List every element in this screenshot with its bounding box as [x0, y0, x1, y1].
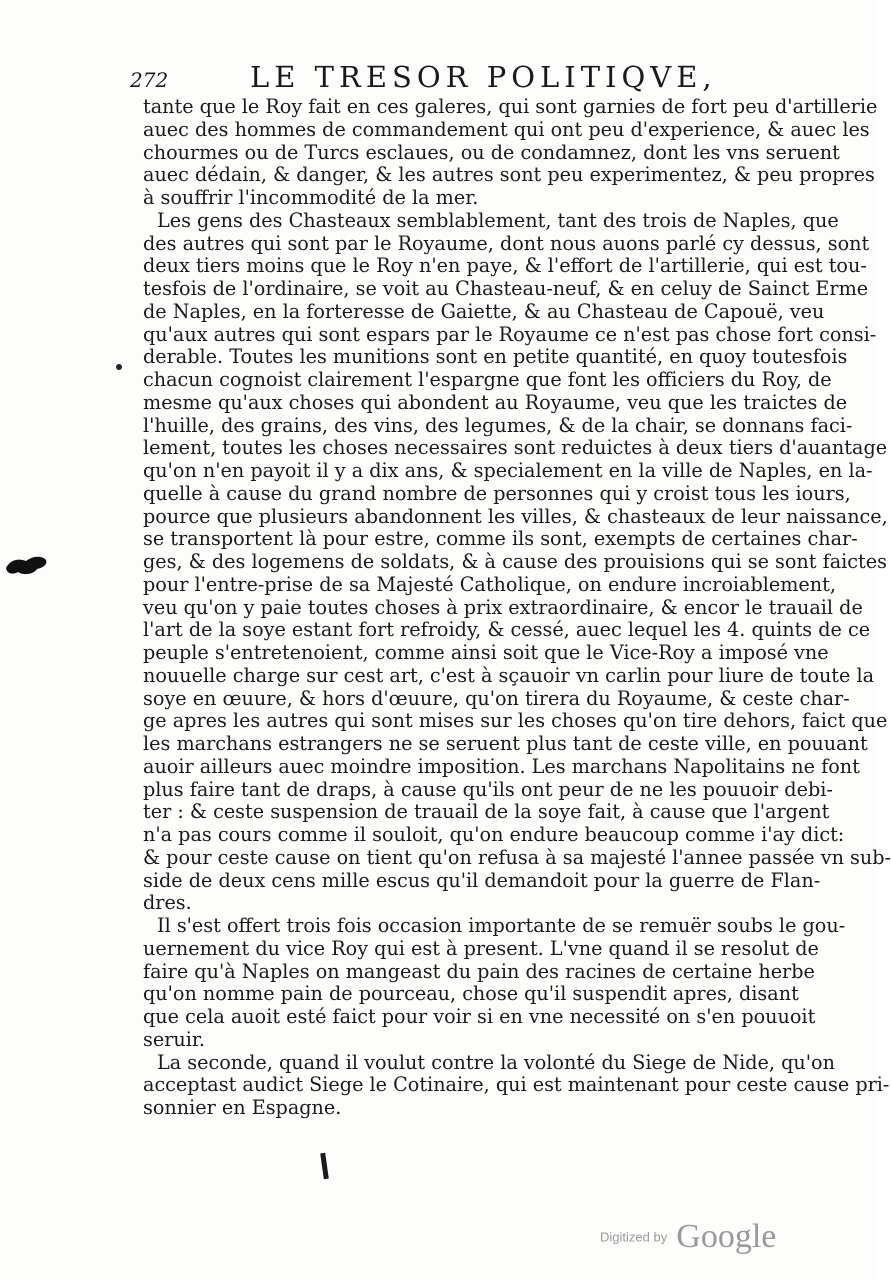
text-line: l'huille, des grains, des vins, des legumes, & de la chair, se donnans faci-	[143, 413, 853, 437]
text-line: auoir ailleurs auec moindre imposition. Les marchans Napolitains ne font	[143, 754, 860, 778]
text-line: auec des hommes de commandement qui ont peu d'experience, & auec les	[143, 117, 870, 141]
text-line: La seconde, quand il voulut contre la volonté du Siege de Nide, qu'on	[157, 1050, 835, 1074]
text-line: se transportent là pour estre, comme ils sont, exempts de certaines char-	[143, 527, 858, 551]
running-title: LE TRESOR POLITIQVE,	[250, 60, 717, 94]
digitized-watermark	[600, 1218, 800, 1258]
text-line: acceptast audict Siege le Cotinaire, qui est maintenant pour ceste cause pri-	[143, 1073, 890, 1097]
text-line: ges, & des logemens de soldats, & à cause des prouisions qui se sont faictes	[143, 550, 887, 573]
watermark-brand: Google	[676, 1218, 777, 1255]
ink-blot	[4, 552, 48, 578]
text-line: qu'aux autres qui sont espars par le Royaume ce n'est pas chose fort consi-	[143, 322, 877, 346]
text-line: dres.	[143, 891, 192, 915]
text-line: ter : & ceste suspension de trauail de la soye fait, à cause que l'argent	[143, 800, 830, 824]
text-line: seruir.	[143, 1027, 206, 1051]
stray-pen-mark	[320, 1153, 329, 1179]
text-line: ge apres les autres qui sont mises sur les choses qu'on tire dehors, faict que	[143, 709, 888, 733]
text-line: à souffrir l'incommodité de la mer.	[143, 186, 479, 209]
paragraph	[143, 914, 846, 1052]
text-line: qu'on nomme pain de pourceau, chose qu'il suspendit apres, disant	[143, 982, 799, 1006]
text-line: faire qu'à Naples on mangeast du pain des racines de certaine herbe	[143, 959, 815, 983]
text-line: peuple s'entretenoient, comme ainsi soit que le Vice-Roy a imposé vne	[143, 641, 829, 664]
text-line: les marchans estrangers ne se seruent plus tant de ceste ville, en pouuant	[143, 732, 868, 755]
text-line: chourmes ou de Turcs esclaues, ou de condamnez, dont les vns seruent	[143, 140, 840, 164]
text-line: deux tiers moins que le Roy n'en paye, & l'effort de l'artillerie, qui est tou-	[143, 254, 867, 278]
body-text	[143, 95, 891, 1120]
paragraph	[143, 208, 891, 915]
ink-speck	[116, 364, 122, 370]
text-line: nouuelle charge sur cest art, c'est à sçauoir vn carlin pour liure de toute la	[143, 663, 875, 687]
text-line: plus faire tant de draps, à cause qu'ils ont peur de ne les pouuoir debi-	[143, 777, 833, 801]
text-line: quelle à cause du grand nombre de personnes qui y croist tous les iours,	[143, 481, 851, 505]
text-line: de Naples, en la forteresse de Gaiette, & au Chasteau de Capouë, veu	[143, 299, 825, 323]
text-line: tesfois de l'ordinaire, se voit au Chasteau-neuf, & en celuy de Sainct Erme	[143, 277, 869, 300]
text-line: soye en œuure, & hors d'œuure, qu'on tirera du Royaume, & ceste char-	[143, 686, 850, 710]
text-line: Il s'est offert trois fois occasion importante de se remuër soubs le gou-	[157, 914, 846, 937]
text-line: pour l'entre-prise de sa Majesté Catholique, on endure incroiablement,	[143, 572, 836, 596]
paragraph	[143, 1050, 890, 1120]
text-line: Les gens des Chasteaux semblablement, tant des trois de Naples, que	[157, 208, 839, 232]
running-head	[130, 60, 780, 94]
text-line: uernement du vice Roy qui est à present. L'vne quand il se resolut de	[143, 936, 819, 960]
text-line: & pour ceste cause on tient qu'on refusa à sa majesté l'annee passée vn sub-	[143, 845, 891, 869]
text-line: que cela auoit esté faict pour voir si en vne necessité on s'en pouuoit	[143, 1005, 816, 1028]
text-line: tante que le Roy fait en ces galeres, qui sont garnies de fort peu d'artillerie	[143, 95, 878, 118]
paragraph	[143, 95, 878, 210]
page-number: 272	[130, 68, 169, 92]
text-line: l'art de la soye estant fort refroidy, & cessé, auec lequel les 4. quints de ce	[143, 618, 871, 642]
text-line: qu'on n'en payoit il y a dix ans, & specialement en la ville de Naples, en la-	[143, 459, 873, 482]
watermark-prefix: Digitized by	[600, 1229, 668, 1245]
text-line: chacun cognoist clairement l'espargne que font les officiers du Roy, de	[143, 368, 832, 391]
text-line: pource que plusieurs abandonnent les villes, & chasteaux de leur naissance,	[143, 504, 888, 528]
text-line: veu qu'on y paie toutes choses à prix extraordinaire, & encor le trauail de	[143, 595, 863, 619]
text-line: mesme qu'aux choses qui abondent au Royaume, veu que les traictes de	[143, 390, 848, 414]
text-line: derable. Toutes les munitions sont en petite quantité, en quoy toutesfois	[143, 345, 848, 369]
text-line: side de deux cens mille escus qu'il demandoit pour la guerre de Flan-	[143, 868, 821, 892]
text-line: sonnier en Espagne.	[143, 1096, 342, 1119]
text-line: lement, toutes les choses necessaires sont reduictes à deux tiers d'auantage	[143, 436, 888, 460]
text-line: n'a pas cours comme il souloit, qu'on endure beaucoup comme i'ay dict:	[143, 823, 845, 846]
text-line: auec dédain, & danger, & les autres sont peu experimentez, & peu propres	[143, 163, 875, 187]
text-line: des autres qui sont par le Royaume, dont nous auons parlé cy dessus, sont	[143, 231, 870, 255]
